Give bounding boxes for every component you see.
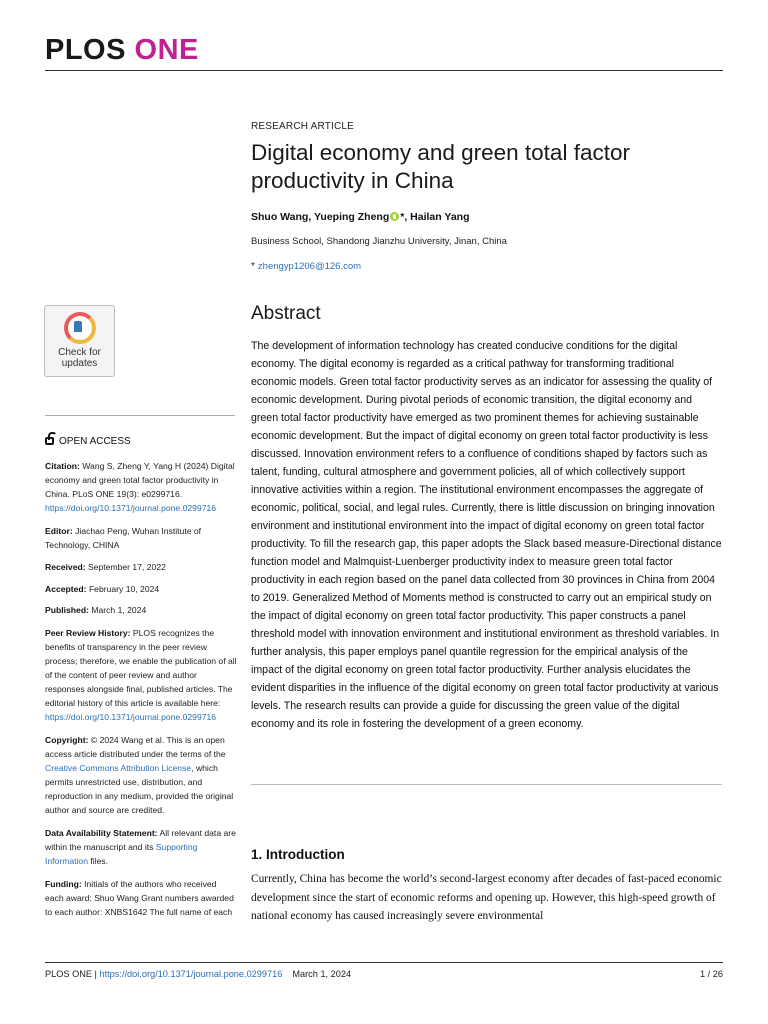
logo-one: ONE [134,34,199,66]
article-type: RESEARCH ARTICLE [251,121,355,132]
sidebar-divider [45,415,235,416]
page-number: 1 / 26 [700,969,723,979]
citation-block: Citation: Wang S, Zheng Y, Yang H (2024) Digital economy and green total factor productivity in China. PLoS ONE 19(3): e0299716. https://doi.org/10.1371/journal.pone.0299716 [45,461,235,513]
corresponding-email [251,261,361,272]
supporting-info-link[interactable]: Supporting Information [45,842,198,866]
peer-review-link[interactable]: https://doi.org/10.1371/journal.pone.0299716 [45,712,217,722]
article-title: Digital economy and green total factor productivity in China [251,140,630,193]
license-link[interactable]: Creative Commons Attribution License [45,763,192,773]
check-for-updates-button[interactable] [44,305,115,377]
accepted-date: Accepted: February 10, 2024 [45,584,160,594]
abstract-heading: Abstract [251,303,321,324]
open-lock-icon [45,437,54,445]
footer-date: March 1, 2024 [292,969,352,979]
introduction-heading: 1. Introduction [251,847,345,862]
authors-part2: *, Hailan Yang [400,211,470,223]
crossmark-icon [64,312,96,344]
email-link[interactable]: zhengyp1206@126.com [257,261,362,272]
check-for-updates-label: Check for updates [58,347,101,369]
abstract-text: The development of information technology has created conducive conditions for the digital economy. The digital economy is regarded as a critical pathway for transforming traditional economic models. Green total factor productivity serves as an indicator for assessing the quality of economic development. During pivotal periods of economic transition, the digital economy and green total factor productivity have emerged as two prominent themes for achieving sustainable economic development. But the impact of digital economy on green total factor productivity is less discussed. Innovation environment refers to a confluence of conditions shaped by factors such as talent, funding, cultural atmosphere and government policies, all of which collectively support innovative activities within a region. The institutional environment encompasses the aggregate of economic, political, social, and legal rules. Currently, there is little discussion on bringing innovation environment and institutional environment into the impact of digital economy on green total factor productivity. To fill the research gap, this paper adopts the Slack based measure-Directional distance function model and Malmquist-Luenberger productivity index to measure green total factor productivity in each region based on the panel data collected from 30 provinces in China from 2004 to 2019. Generalized Method of Moments method is constructed to carry out an empirical study on the impact of digital economy on green total factor productivity. This paper constructs a panel threshold model with innovation environment and institutional environment as threshold variables. In further analysis, this paper employs panel quantile regression for the empirical analysis of the impact of the digital economy on green total factor productivity. Further analysis elucidates the evident disparities in the influence of the digital economy on green total factor productivity at various levels. The research results can provide a guide for discussing the green value of the digital economy and its role in fostering the development of a green economy. [251,340,722,730]
footer [45,969,351,979]
author-list [251,211,470,223]
peer-review-block: Peer Review History: PLOS recognizes the benefits of transparency in the peer review process; therefore, we enable the publication of all of the content of peer review and author responses alongside final, published articles. The editorial history of this article is available here: https://doi.org/10.1371/journal.pone.0299716 [45,628,237,722]
footer-divider [45,962,723,963]
funding-block: Funding: Initials of the authors who received each award: Shuo Wang Grant numbers awarded to each author: XNBS1642 The full name of each [45,879,234,917]
introduction-text: Currently, China has become the world’s second-largest economy after decades of fast-paced economic development since the start of economic reforms and opening up. However, this high-speed growth of national economy has caused increasingly severe environmental [251,873,722,922]
editor-block: Editor: Jiachao Peng, Wuhan Institute of Technology, CHINA [45,526,202,550]
header-divider [45,70,723,71]
citation-doi-link[interactable]: https://doi.org/10.1371/journal.pone.0299716 [45,503,217,513]
abstract-divider [251,784,722,785]
footer-journal: PLOS ONE | [45,969,100,979]
logo-plos: PLOS [45,34,126,66]
received-date: Received: September 17, 2022 [45,562,166,572]
authors-part1: Shuo Wang, Yueping Zheng [251,211,390,223]
affiliation: Business School, Shandong Jianzhu University, Jinan, China [251,236,507,247]
footer-doi-link[interactable]: https://doi.org/10.1371/journal.pone.0299716 [99,969,283,979]
journal-logo [45,36,199,65]
corresponding-marker: * [251,261,255,272]
published-date: Published: March 1, 2024 [45,605,147,615]
open-access-label: OPEN ACCESS [45,436,131,447]
copyright-block: Copyright: © 2024 Wang et al. This is an open access article distributed under the terms of the Creative Commons Attribution License, which permits unrestricted use, distribution, and reproduction in any medium, provided the original author and source are credited. [45,735,234,815]
orcid-icon[interactable] [390,212,399,221]
data-availability-block: Data Availability Statement: All relevant data are within the manuscript and its Supporting Information files. [45,828,236,866]
